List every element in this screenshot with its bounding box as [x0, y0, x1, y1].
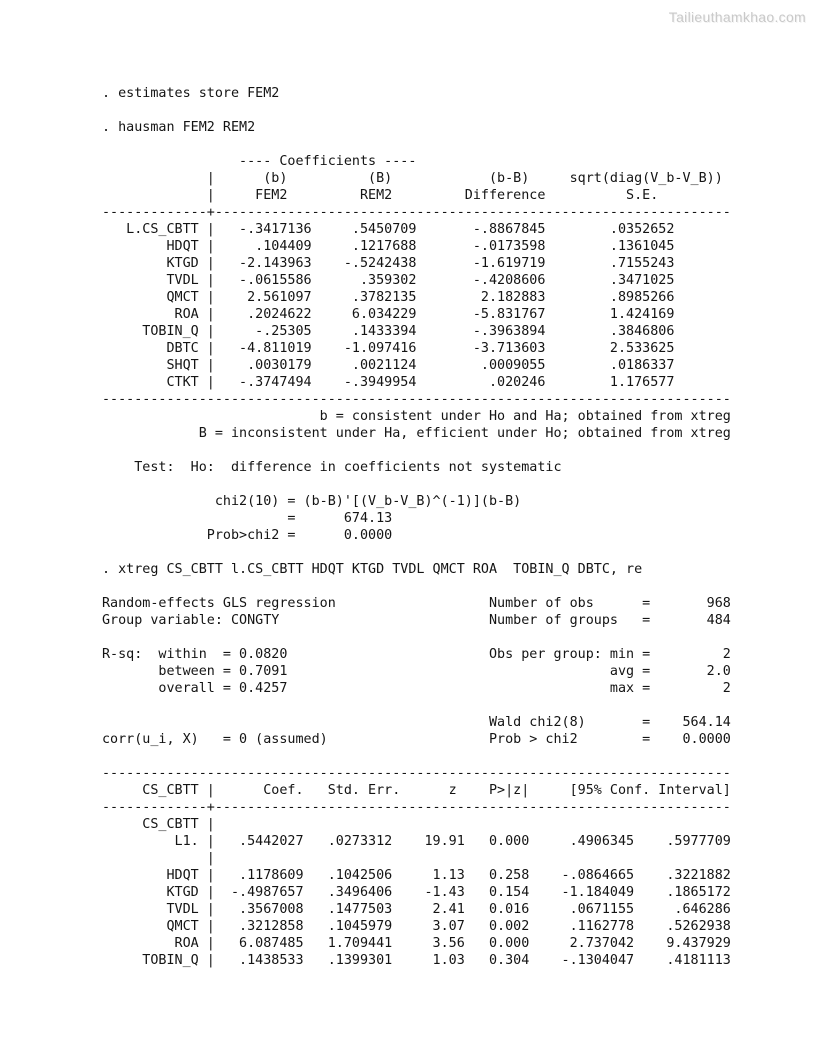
- hausman-note-b: b = consistent under Ho and Ha; obtained from xtreg: [102, 409, 731, 424]
- hausman-row: QMCT | 2.561097 .3782135 2.182883 .8985266: [102, 290, 675, 305]
- hausman-row: TVDL | -.0615586 .359302 -.4208606 .3471025: [102, 273, 675, 288]
- re-groupvar-and-groups: Group variable: CONGTY Number of groups = 484: [102, 613, 731, 628]
- hausman-colrule: -------------+----------------------------------------------------------------: [102, 205, 731, 220]
- hausman-row: ROA | .2024622 6.034229 -5.831767 1.424169: [102, 307, 675, 322]
- regression-row: TVDL | .3567008 .1477503 2.41 0.016 .0671155 .646286: [102, 902, 731, 917]
- stata-output: [102, 85, 731, 969]
- blank-line: [102, 748, 731, 765]
- blank-line: [102, 544, 731, 561]
- hausman-test-ho: Test: Ho: difference in coefficients not systematic: [102, 460, 562, 475]
- re-rsq-overall: overall = 0.4257 max = 2: [102, 681, 731, 696]
- re-wald-chi2: Wald chi2(8) = 564.14: [102, 715, 731, 730]
- hausman-header-models: | FEM2 REM2 Difference S.E.: [102, 188, 659, 203]
- hausman-row: TOBIN_Q | -.25305 .1433394 -.3963894 .3846806: [102, 324, 675, 339]
- blank-line: [102, 578, 731, 595]
- blank-line: [102, 629, 731, 646]
- regression-row: QMCT | .3212858 .1045979 3.07 0.002 .1162778 .5262938: [102, 919, 731, 934]
- hausman-note-B: B = inconsistent under Ha, efficient under Ho; obtained from xtreg: [102, 426, 731, 441]
- hausman-chi2-value: = 674.13: [102, 511, 393, 526]
- regression-rule: ------------------------------------------------------------------------------: [102, 766, 731, 781]
- hausman-row: DBTC | -4.811019 -1.097416 -3.713603 2.533625: [102, 341, 675, 356]
- watermark-text: Tailieuthamkhao.com: [668, 9, 806, 25]
- hausman-caption: ---- Coefficients ----: [102, 154, 417, 169]
- hausman-row: KTGD | -2.143963 -.5242438 -1.619719 .7155243: [102, 256, 675, 271]
- cmd-xtreg: . xtreg CS_CBTT l.CS_CBTT HDQT KTGD TVDL QMCT ROA TOBIN_Q DBTC, re: [102, 562, 643, 577]
- regression-header: CS_CBTT | Coef. Std. Err. z P>|z| [95% Conf. Interval]: [102, 783, 731, 798]
- regression-row: CS_CBTT |: [102, 817, 215, 832]
- cmd-hausman: . hausman FEM2 REM2: [102, 120, 256, 135]
- hausman-row: SHQT | .0030179 .0021124 .0009055 .0186337: [102, 358, 675, 373]
- hausman-chi2-formula: chi2(10) = (b-B)'[(V_b-V_B)^(-1)](b-B): [102, 494, 522, 509]
- hausman-row: CTKT | -.3747494 -.3949954 .020246 1.176577: [102, 375, 675, 390]
- blank-line: [102, 442, 731, 459]
- re-corr-assumption: corr(u_i, X) = 0 (assumed) Prob > chi2 = 0.0000: [102, 732, 731, 747]
- hausman-prob-chi2: Prob>chi2 = 0.0000: [102, 528, 393, 543]
- blank-line: [102, 102, 731, 119]
- blank-line: [102, 476, 731, 493]
- hausman-row: HDQT | .104409 .1217688 -.0173598 .1361045: [102, 239, 675, 254]
- regression-row: TOBIN_Q | .1438533 .1399301 1.03 0.304 -.1304047 .4181113: [102, 953, 731, 968]
- hausman-header-groups: | (b) (B) (b-B) sqrt(diag(V_b-V_B)): [102, 171, 723, 186]
- regression-row: |: [102, 851, 215, 866]
- regression-row: HDQT | .1178609 .1042506 1.13 0.258 -.0864665 .3221882: [102, 868, 731, 883]
- regression-row: KTGD | -.4987657 .3496406 -1.43 0.154 -1.184049 .1865172: [102, 885, 731, 900]
- regression-colrule: -------------+----------------------------------------------------------------: [102, 800, 731, 815]
- regression-row: L1. | .5442027 .0273312 19.91 0.000 .4906345 .5977709: [102, 834, 731, 849]
- blank-line: [102, 697, 731, 714]
- re-rsq-within: R-sq: within = 0.0820 Obs per group: min = 2: [102, 647, 731, 662]
- hausman-row: L.CS_CBTT | -.3417136 .5450709 -.8867845 .0352652: [102, 222, 675, 237]
- regression-row: ROA | 6.087485 1.709441 3.56 0.000 2.737042 9.437929: [102, 936, 731, 951]
- cmd-estimates-store: . estimates store FEM2: [102, 86, 280, 101]
- blank-line: [102, 136, 731, 153]
- hausman-rule: ------------------------------------------------------------------------------: [102, 392, 731, 407]
- re-rsq-between: between = 0.7091 avg = 2.0: [102, 664, 731, 679]
- re-model-and-obs: Random-effects GLS regression Number of obs = 968: [102, 596, 731, 611]
